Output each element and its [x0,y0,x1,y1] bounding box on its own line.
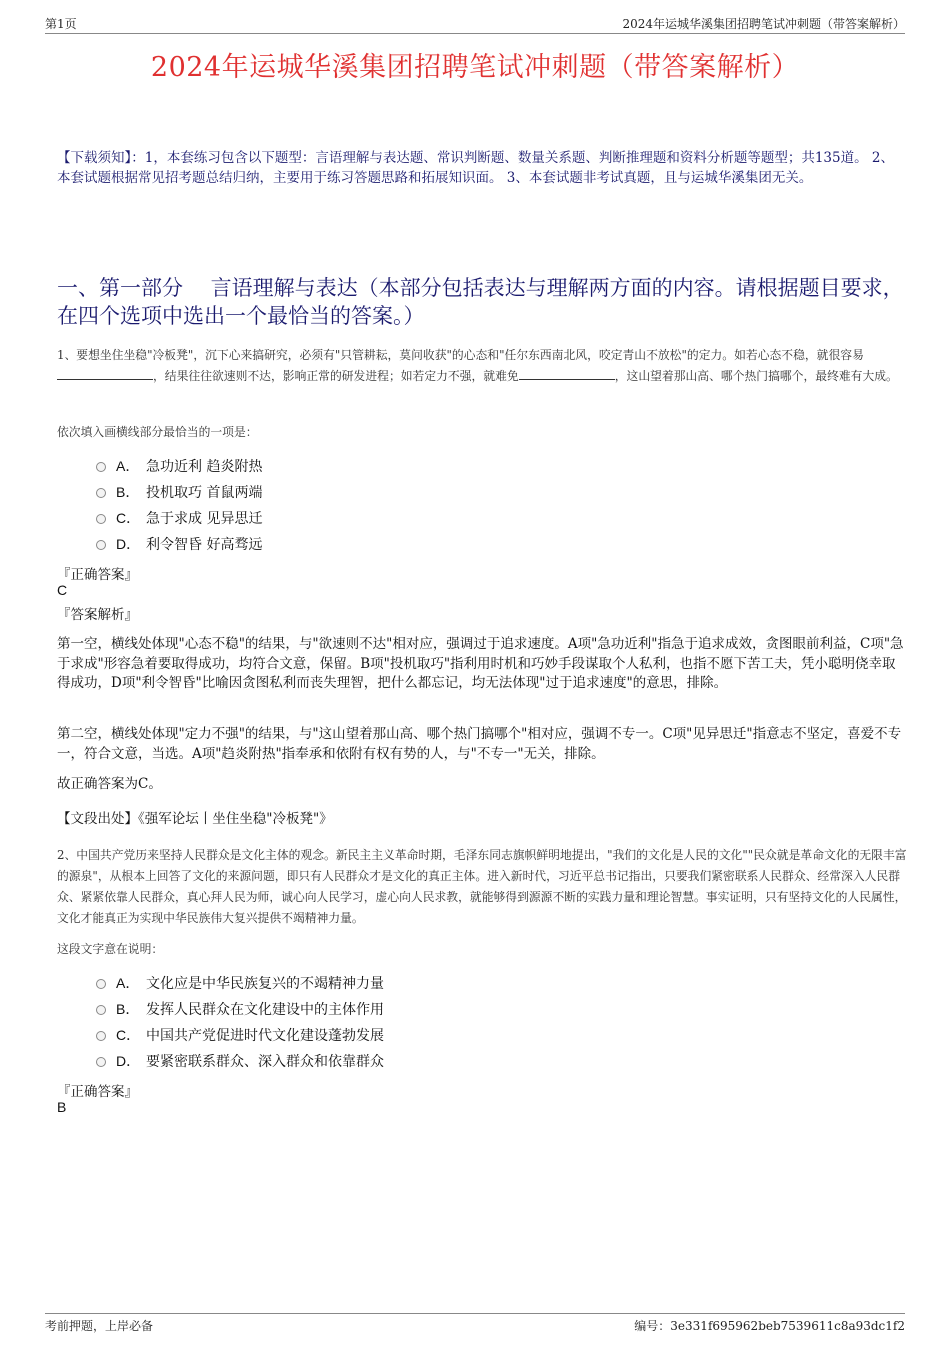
question-1-answer-label: 『正确答案』 [57,567,138,583]
option-text: 急功近利 趋炎附热 [146,459,263,475]
question-2-answer-label: 『正确答案』 [57,1084,138,1100]
question-2-answer: B [57,1099,67,1115]
option-key: B． [116,484,140,500]
radio-icon[interactable] [96,540,106,550]
option-key: A． [116,458,140,474]
question-1-conclusion: 故正确答案为C。 [57,776,162,792]
radio-icon[interactable] [96,1005,106,1015]
question-1-analysis-label: 『答案解析』 [57,607,138,623]
question-1-analysis-paragraph-1: 第一空，横线处体现"心态不稳"的结果，与"欲速则不达"相对应，强调过于追求速度。A项"急功近利"指急于追求成效，贪图眼前利益，C项"急于求成"形容急着要取得成功，均符合文意，保留。B项"投机取巧"指利用时机和巧妙手段谋取个人私利，也指不愿下苦工夫，凭小聪明侥幸取得成功，D项"利令智昏"比喻因贪图私利而丧失理智，把什么都忘记，均无法体现"过于追求速度"的意思，排除。 [57,636,904,691]
option-key: D． [116,536,141,552]
question-1-option-d[interactable] [96,533,262,555]
question-2-option-a[interactable] [96,972,384,994]
question-1-prompt: 依次填入画横线部分最恰当的一项是： [57,425,258,439]
radio-icon[interactable] [96,462,106,472]
question-2-option-c[interactable] [96,1024,384,1046]
question-1-answer: C [57,582,68,598]
header-doc-title: 2024年运城华溪集团招聘笔试冲刺题（带答案解析） [622,17,905,31]
question-1-text-part-b: ，结果往往欲速则不达，影响正常的研发进程；如若定力不强，就难免 [153,369,519,383]
question-1-text [57,345,907,387]
option-text: 发挥人民群众在文化建设中的主体作用 [146,1002,384,1018]
header-divider [45,33,905,34]
option-text: 投机取巧 首鼠两端 [146,485,263,501]
option-text: 文化应是中华民族复兴的不竭精神力量 [146,976,384,992]
radio-icon[interactable] [96,1031,106,1041]
question-2-option-d[interactable] [96,1050,384,1072]
radio-icon[interactable] [96,1057,106,1067]
option-text: 中国共产党促进时代文化建设蓬勃发展 [146,1028,384,1044]
download-notice: 【下载须知】：1，本套练习包含以下题型：言语理解与表达题、常识判断题、数量关系题、判断推理题和资料分析题等题型；共135道。 2、本套试题根据常见招考题总结归纳，主要用于练习答题思路和拓展知识面。 3、本套试题非考试真题，且与运城华溪集团无关。 [57,150,894,186]
option-key: C． [116,510,141,526]
footer-divider [45,1313,905,1314]
question-2-prompt: 这段文字意在说明： [57,942,164,956]
radio-icon[interactable] [96,979,106,989]
footer-slogan: 考前押题，上岸必备 [45,1319,154,1333]
option-text: 急于求成 见异思迁 [146,511,263,527]
page-title: 2024年运城华溪集团招聘笔试冲刺题（带答案解析） [150,52,800,83]
question-1-option-c[interactable] [96,507,262,529]
radio-icon[interactable] [96,488,106,498]
section-heading: 一、第一部分 言语理解与表达（本部分包括表达与理解两方面的内容。请根据题目要求，在四个选项中选出一个最恰当的答案。） [57,276,904,328]
option-key: A． [116,975,140,991]
question-1-text-part-c: ，这山望着那山高、哪个热门搞哪个，最终难有大成。 [614,369,898,383]
question-1-option-a[interactable] [96,455,262,477]
radio-icon[interactable] [96,514,106,524]
option-key: C． [116,1027,141,1043]
option-text: 要紧密联系群众、深入群众和依靠群众 [146,1054,384,1070]
answer-blank-2 [519,367,615,380]
option-text: 利令智昏 好高骛远 [146,537,263,553]
question-2-option-b[interactable] [96,998,384,1020]
question-1-analysis-paragraph-2: 第二空，横线处体现"定力不强"的结果，与"这山望着那山高、哪个热门搞哪个"相对应，强调不专一。C项"见异思迁"指意志不坚定，喜爱不专一，符合文意，当选。A项"趋炎附热"指奉承和依附有权有势的人，与"不专一"无关，排除。 [57,726,902,762]
answer-blank-1 [57,367,153,380]
question-1-text-part-a: 1、要想坐住坐稳"冷板凳"，沉下心来搞研究，必须有"只管耕耘，莫问收获"的心态和"任尔东西南北风，咬定青山不放松"的定力。如若心态不稳，就很容易 [57,348,864,362]
option-key: B． [116,1001,140,1017]
option-key: D． [116,1053,141,1069]
footer-document-id: 编号：3e331f695962beb7539611c8a93dc1f2 [634,1319,905,1333]
question-2-text: 2、中国共产党历来坚持人民群众是文化主体的观念。新民主主义革命时期，毛泽东同志旗帜鲜明地提出，"我们的文化是人民的文化""民众就是革命文化的无限丰富的源泉"，从根本上回答了文化的来源问题，即只有人民群众才是文化的真正主体。进入新时代，习近平总书记指出，只要我们紧密联系人民群众、经常深入人民群众、紧紧依靠人民群众，真心拜人民为师，诚心向人民学习，虚心向人民求教，就能够得到源源不断的实践力量和理论智慧。事实证明，只有坚持文化的人民属性，文化才能真正为实现中华民族伟大复兴提供不竭精神力量。 [57,848,907,925]
question-1-option-b[interactable] [96,481,262,503]
question-1-source: 【文段出处】《强军论坛丨坐住坐稳"冷板凳"》 [57,811,333,827]
page-number: 第1页 [45,17,77,31]
